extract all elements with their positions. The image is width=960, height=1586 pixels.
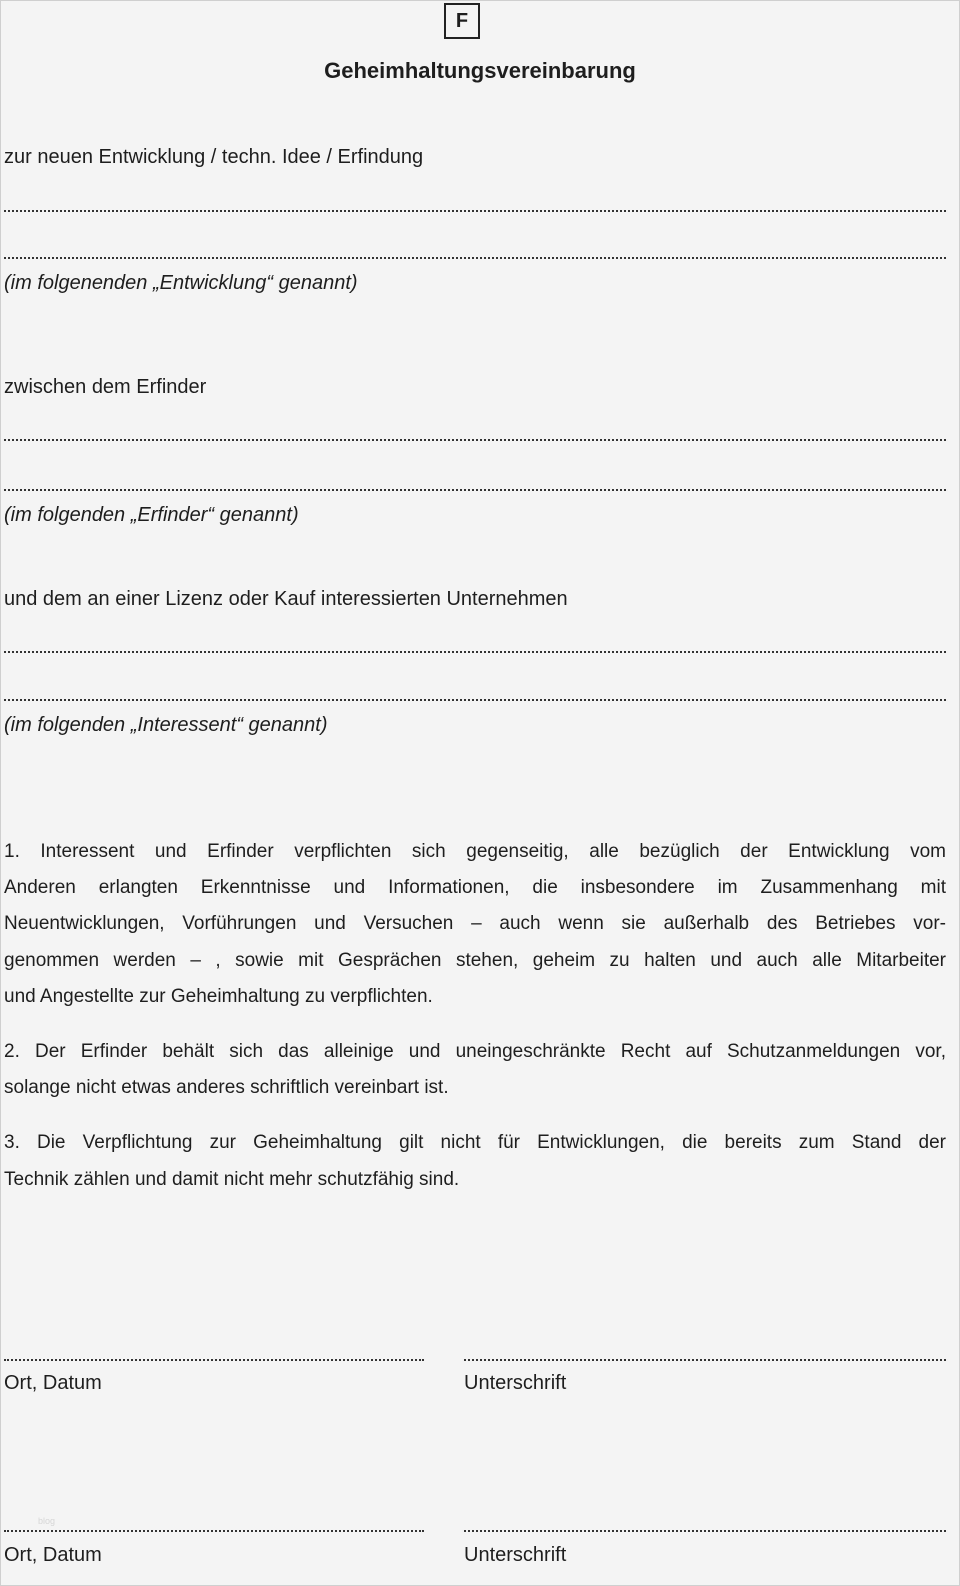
- company-label: und dem an einer Lizenz oder Kauf interessierten Unternehmen: [4, 588, 568, 610]
- clause-line: 1. Interessent und Erfinder verpflichten sich gegenseitig, alle bezüglich der Entwicklung vom: [4, 841, 946, 862]
- subject-fill-line-2[interactable]: [4, 257, 946, 259]
- form-letter-badge: F: [444, 3, 480, 39]
- signature-line-1[interactable]: [464, 1359, 946, 1361]
- company-fill-line-2[interactable]: [4, 699, 946, 701]
- subject-fill-line-1[interactable]: [4, 210, 946, 212]
- place-date-label-1: Ort, Datum: [4, 1372, 102, 1394]
- place-date-line-1[interactable]: [4, 1359, 424, 1361]
- clause-line: genommen werden – , sowie mit Gesprächen stehen, geheim zu halten und auch alle Mitarbeiter: [4, 950, 946, 971]
- signature-label-1: Unterschrift: [464, 1372, 567, 1394]
- company-fill-line-1[interactable]: [4, 651, 946, 653]
- document-title: Geheimhaltungsvereinbarung: [324, 58, 636, 83]
- place-date-label-2: Ort, Datum: [4, 1544, 102, 1566]
- signature-label-2: Unterschrift: [464, 1544, 567, 1566]
- subject-label: zur neuen Entwicklung / techn. Idee / Erfindung: [4, 146, 424, 168]
- clause-line: und Angestellte zur Geheimhaltung zu verpflichten.: [4, 986, 433, 1007]
- inventor-note: (im folgenden „Erfinder“ genannt): [4, 504, 299, 526]
- subject-note: (im folgenenden „Entwicklung“ genannt): [4, 272, 358, 294]
- clause-line: 2. Der Erfinder behält sich das alleinige und uneingeschränkte Recht auf Schutzanmeldungen vor,: [4, 1041, 946, 1062]
- watermark: blog: [38, 1516, 56, 1526]
- clause-line: solange nicht etwas anderes schriftlich vereinbart ist.: [4, 1077, 449, 1098]
- clause-line: Technik zählen und damit nicht mehr schutzfähig sind.: [4, 1169, 460, 1190]
- place-date-line-2[interactable]: [4, 1530, 424, 1532]
- company-note: (im folgenden „Interessent“ genannt): [4, 714, 328, 736]
- clause-line: Anderen erlangten Erkenntnisse und Informationen, die insbesondere im Zusammenhang mit: [4, 877, 946, 898]
- inventor-label: zwischen dem Erfinder: [4, 376, 207, 398]
- clause-line: Neuentwicklungen, Vorführungen und Versuchen – auch wenn sie außerhalb des Betriebes vor-: [4, 913, 946, 934]
- inventor-fill-line-2[interactable]: [4, 489, 946, 491]
- inventor-fill-line-1[interactable]: [4, 439, 946, 441]
- signature-line-2[interactable]: [464, 1530, 946, 1532]
- clause-line: 3. Die Verpflichtung zur Geheimhaltung gilt nicht für Entwicklungen, die bereits zum Stand der: [4, 1132, 946, 1153]
